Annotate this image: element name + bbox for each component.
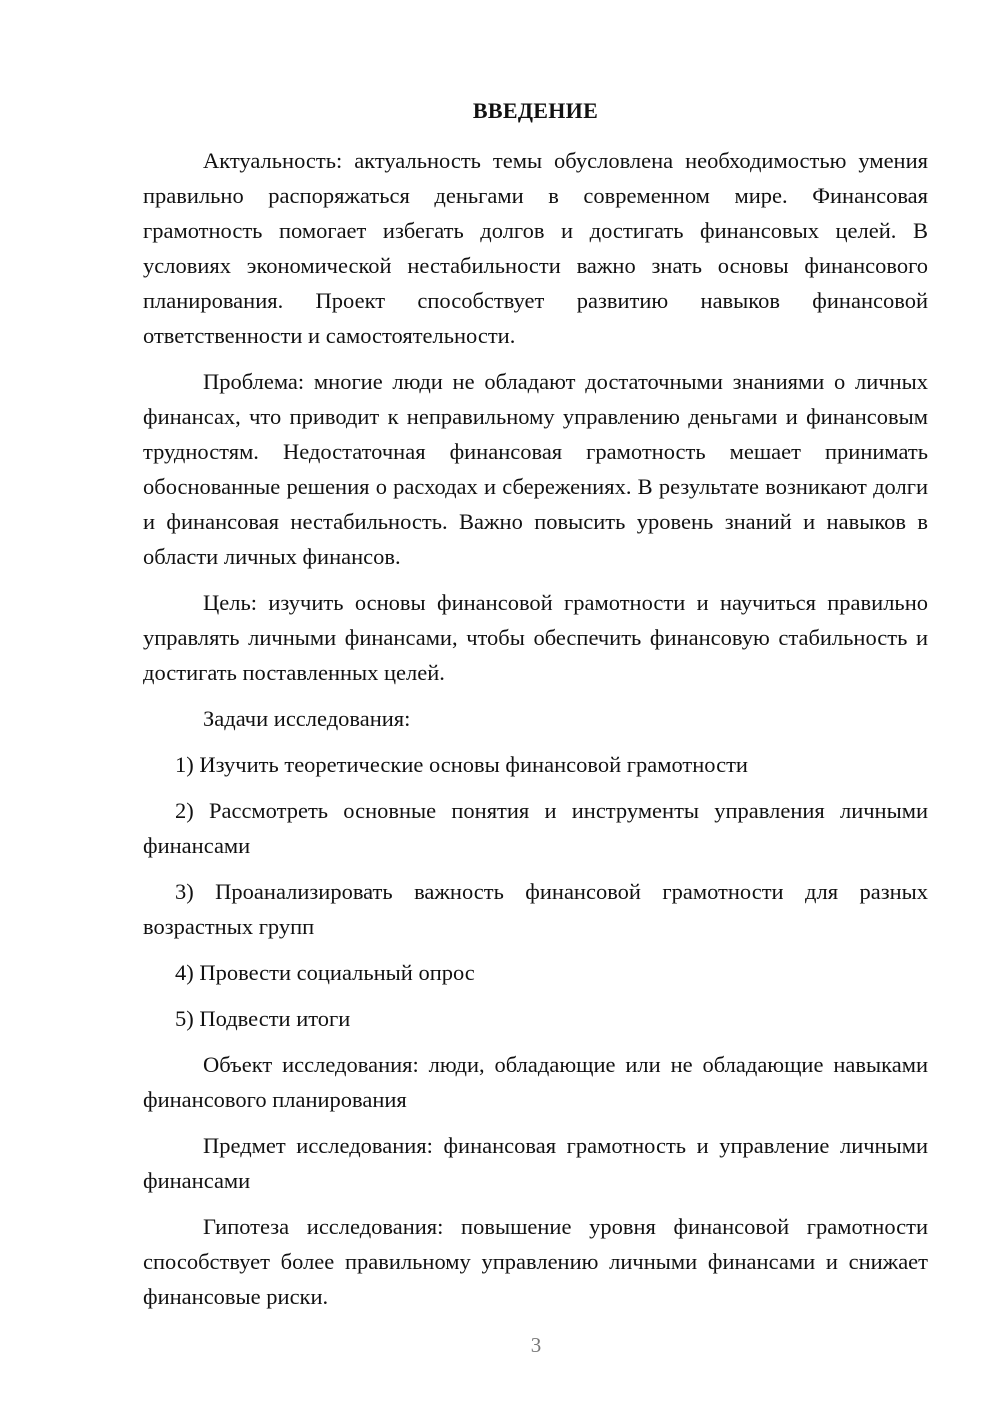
hypothesis-paragraph: Гипотеза исследования: повышение уровня финансовой грамотности способствует более правильному управлению личными финансами и снижает финансовые риски.: [143, 1214, 928, 1309]
task-item-3: 3) Проанализировать важность финансовой грамотности для разных возрастных групп: [143, 879, 928, 939]
object-paragraph: Объект исследования: люди, обладающие или не обладающие навыками финансового планирования: [143, 1052, 928, 1112]
task-item-4: 4) Провести социальный опрос: [175, 960, 475, 985]
page-number: 3: [530, 1333, 542, 1357]
problem-paragraph: Проблема: многие люди не обладают достаточными знаниями о личных финансах, что приводит к неправильному управлению деньгами и финансовым трудностям. Недостаточная финансовая грамотность мешает принимать обоснованные решения о расходах и сбережениях. В результате возникают долги и финансовая нестабильность. Важно повысить уровень знаний и навыков в области личных финансов.: [143, 369, 928, 569]
tasks-heading: Задачи исследования:: [203, 706, 411, 731]
task-item-1: 1) Изучить теоретические основы финансовой грамотности: [175, 752, 748, 777]
goal-paragraph: Цель: изучить основы финансовой грамотности и научиться правильно управлять личными финансами, чтобы обеспечить финансовую стабильность и достигать поставленных целей.: [143, 590, 928, 685]
task-item-2: 2) Рассмотреть основные понятия и инструменты управления личными финансами: [143, 798, 928, 858]
document-body: [143, 93, 928, 1325]
page-title: ВВЕДЕНИЕ: [472, 98, 599, 123]
task-item-5: 5) Подвести итоги: [175, 1006, 351, 1031]
relevance-paragraph: Актуальность: актуальность темы обусловлена необходимостью умения правильно распоряжаться деньгами в современном мире. Финансовая грамотность помогает избегать долгов и достигать финансовых целей. В условиях экономической нестабильности важно знать основы финансового планирования. Проект способствует развитию навыков финансовой ответственности и самостоятельности.: [143, 148, 928, 348]
subject-paragraph: Предмет исследования: финансовая грамотность и управление личными финансами: [143, 1133, 928, 1193]
